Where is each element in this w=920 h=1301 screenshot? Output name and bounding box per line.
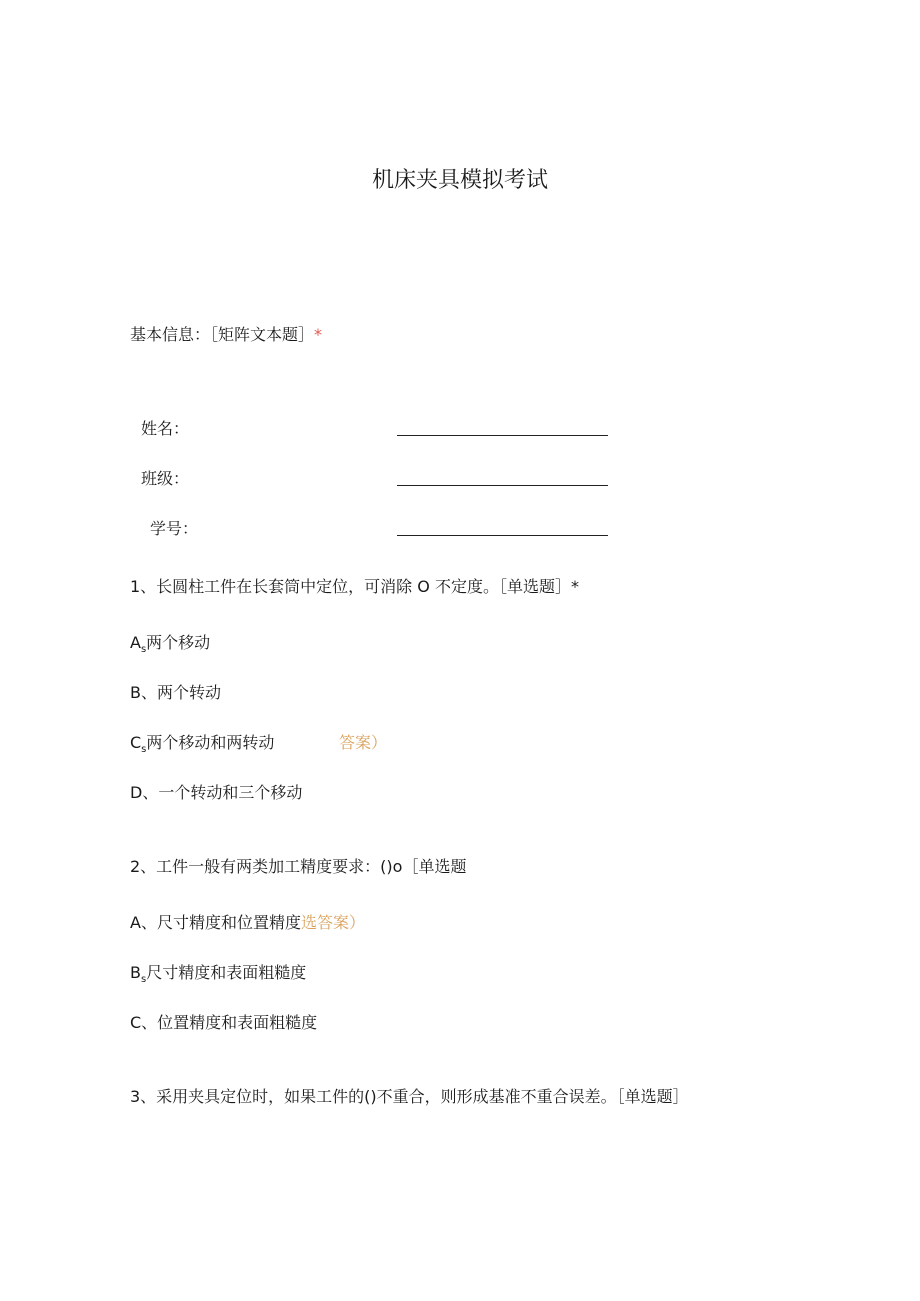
name-input-line[interactable]: [397, 435, 608, 436]
q2-option-b[interactable]: [130, 962, 306, 987]
option-prefix: D: [130, 783, 143, 802]
option-sub: s: [140, 974, 147, 985]
q1-option-b[interactable]: [130, 682, 221, 704]
q1-option-c[interactable]: [130, 732, 274, 757]
question-2-text: 2、工件一般有两类加工精度要求：()o［单选题: [130, 857, 467, 876]
question-3-text: 3、采用夹具定位时，如果工件的()不重合，则形成基准不重合误差。［单选题］: [130, 1087, 689, 1106]
q1-option-a[interactable]: [130, 632, 210, 657]
option-prefix: A: [130, 913, 141, 932]
field-label-class: 班级：: [141, 469, 190, 488]
option-prefix: B: [130, 683, 141, 702]
field-label-name: 姓名：: [141, 419, 190, 438]
option-text: 、位置精度和表面粗糙度: [141, 1013, 318, 1032]
option-prefix: A: [130, 633, 141, 652]
option-prefix: C: [130, 733, 142, 752]
option-text: 尺寸精度和表面粗糙度: [146, 963, 307, 982]
field-label-student-id: 学号：: [150, 519, 199, 538]
q1-option-d[interactable]: [130, 782, 302, 804]
option-text: 、一个转动和三个移动: [142, 783, 303, 802]
question-1-text: 1、长圆柱工件在长套筒中定位，可消除 O 不定度。［单选题］*: [130, 577, 579, 596]
q2-answer-mark: 选答案）: [300, 913, 365, 932]
page-title: 机床夹具模拟考试: [371, 168, 548, 193]
option-sub: s: [141, 744, 147, 755]
option-text: 两个移动: [146, 633, 211, 652]
option-prefix: C: [130, 1013, 142, 1032]
option-text: 、两个转动: [140, 683, 221, 702]
q1-answer-mark: 答案）: [339, 733, 388, 752]
basic-info-heading: [130, 324, 322, 346]
q2-option-c[interactable]: [130, 1012, 317, 1034]
student-id-input-line[interactable]: [397, 535, 608, 536]
required-mark: *: [314, 325, 323, 344]
option-text: 、尺寸精度和位置精度: [140, 913, 301, 932]
option-text: 两个移动和两转动: [146, 733, 275, 752]
option-sub: s: [140, 644, 147, 655]
q2-option-a[interactable]: [130, 912, 365, 934]
option-prefix: B: [130, 963, 141, 982]
class-input-line[interactable]: [397, 485, 608, 486]
basic-info-label: 基本信息：［矩阵文本题］: [130, 325, 315, 344]
